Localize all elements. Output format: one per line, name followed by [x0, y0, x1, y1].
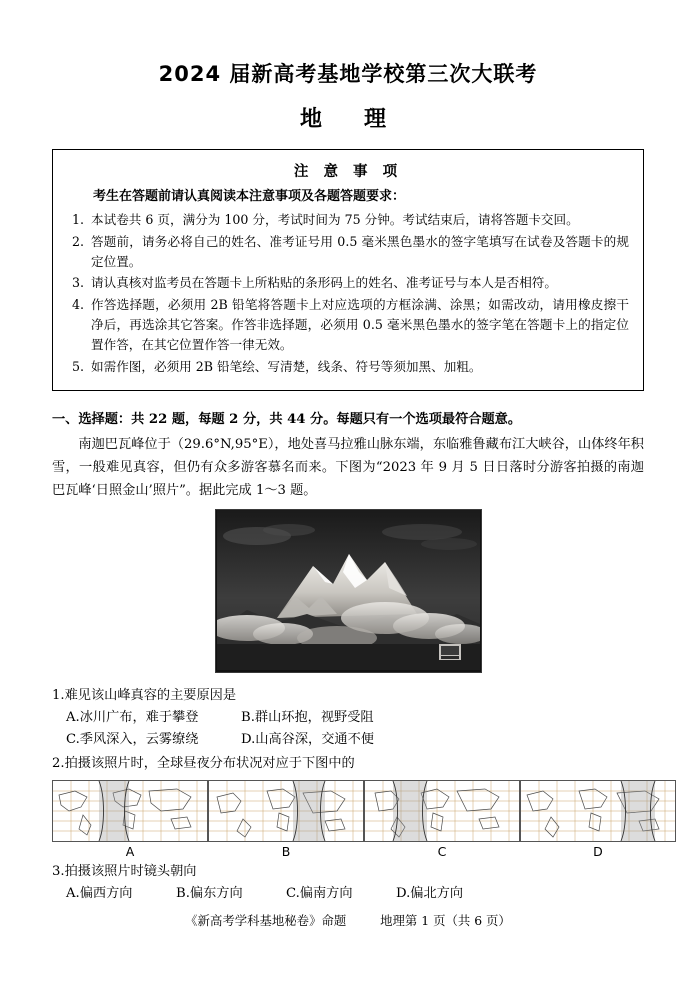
snow-mountain-photo: [215, 509, 482, 673]
list-item: [67, 295, 629, 356]
option-c[interactable]: C.季风深入，云雾缭绕: [66, 732, 199, 748]
notice-box: [52, 149, 644, 391]
list-item: [67, 232, 629, 273]
world-map-graphic-b: [209, 781, 363, 841]
option-c[interactable]: C.偏南方向: [286, 886, 353, 902]
notice-item-number: 5.: [71, 358, 84, 374]
footer-page-number: 地理第 1 页（共 6 页）: [380, 913, 511, 928]
question-1-stem: 1.难见该山峰真容的主要原因是: [52, 687, 237, 703]
map-option-b[interactable]: [208, 780, 364, 859]
subject-title: 地 理: [299, 107, 396, 132]
passage-text: 南迦巴瓦峰位于（29.6°N,95°E），地处喜马拉雅山脉东端，东临雅鲁藏布江大峡谷，山体终年积雪，一般难见真容，但仍有众多游客慕名而来。下图为“2023 年 9 月 5 日日落时分游客拍摄的南迦巴瓦峰‘日照金山’照片”。据此完成 1～3 题。: [52, 437, 644, 498]
notice-item-number: 1.: [71, 212, 84, 228]
map-figure-b: [208, 780, 364, 842]
notice-lead: 考生在答题前请认真阅读本注意事项及各题答题要求：: [93, 189, 406, 204]
notice-list: [67, 210, 629, 377]
figure-container: [52, 509, 644, 677]
question-3-options: [52, 883, 644, 904]
world-map-graphic-d: [521, 781, 675, 841]
map-label-a: A: [125, 844, 135, 859]
map-label-b: B: [281, 844, 291, 859]
question-1-options-row1: [52, 707, 644, 728]
option-b[interactable]: B.群山环抱，视野受阻: [241, 709, 374, 725]
notice-item-text: 本试卷共 6 页，满分为 100 分，考试时间为 75 分钟。考试结束后，请将答题卡交回。: [91, 212, 579, 228]
list-item: [67, 210, 629, 230]
world-map-graphic-a: [53, 781, 207, 841]
notice-item-number: 2.: [71, 233, 84, 249]
notice-item-text: 答题前，请务必将自己的姓名、准考证号用 0.5 毫米黑色墨水的签字笔填写在试卷及答题卡的规定位置。: [91, 233, 629, 269]
notice-item-text: 如需作图，必须用 2B 铅笔绘、写清楚，线条、符号等须加黑、加粗。: [91, 358, 482, 374]
option-d[interactable]: D.山高谷深，交通不便: [241, 732, 374, 748]
notice-item-text: 作答选择题，必须用 2B 铅笔将答题卡上对应选项的方框涂满、涂黑；如需改动，请用橡皮擦干净后，再选涂其它答案。作答非选择题，必须用 0.5 毫米黑色墨水的签字笔在答题卡上的指定位置作答，在其它位置作答一律无效。: [91, 296, 629, 353]
section-heading: 一、选择题：共 22 题，每题 2 分，共 44 分。每题只有一个选项最符合题意。: [52, 412, 522, 428]
map-label-d: D: [593, 844, 603, 859]
list-item: [67, 273, 629, 293]
map-option-a[interactable]: [52, 780, 208, 859]
notice-item-number: 3.: [71, 275, 84, 291]
map-figure-d: [520, 780, 676, 842]
notice-item-number: 4.: [71, 296, 84, 312]
page-title: 2024 届新高考基地学校第三次大联考: [158, 62, 538, 86]
photo-graphic: [217, 510, 480, 670]
option-a[interactable]: A.冰川广布，难于攀登: [66, 709, 199, 725]
footer-source: 《新高考学科基地秘卷》命题: [185, 913, 347, 928]
page-footer: [0, 911, 696, 929]
question-1-options-row2: [52, 729, 644, 750]
question-2-stem: 2.拍摄该照片时，全球昼夜分布状况对应于下图中的: [52, 755, 355, 771]
map-figure-c: [364, 780, 520, 842]
option-d[interactable]: D.偏北方向: [396, 886, 464, 902]
notice-item-text: 请认真核对监考员在答题卡上所粘贴的条形码上的姓名、准考证号与本人是否相符。: [91, 275, 557, 291]
map-option-d[interactable]: [520, 780, 676, 859]
question-2-map-options: [52, 780, 644, 859]
map-option-c[interactable]: [364, 780, 520, 859]
world-map-graphic-c: [365, 781, 519, 841]
option-a[interactable]: A.偏西方向: [66, 886, 133, 902]
option-b[interactable]: B.偏东方向: [176, 886, 243, 902]
question-3-stem: 3.拍摄该照片时镜头朝向: [52, 864, 197, 879]
map-label-c: C: [437, 844, 447, 859]
list-item: [67, 357, 629, 377]
notice-heading: 注 意 事 项: [293, 164, 403, 180]
map-figure-a: [52, 780, 208, 842]
